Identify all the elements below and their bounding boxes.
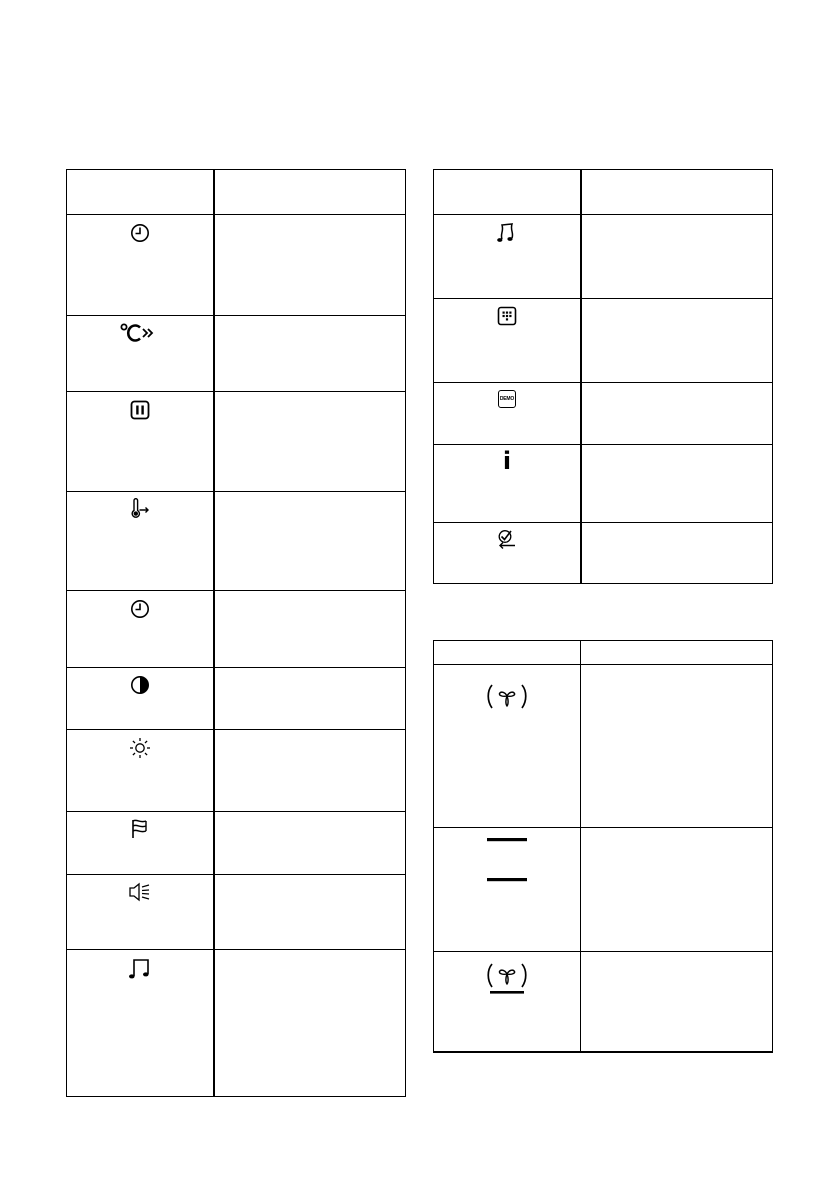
table-row bbox=[434, 951, 772, 1053]
table-row bbox=[434, 664, 772, 828]
table-row bbox=[434, 214, 772, 299]
table-row bbox=[67, 315, 405, 392]
table-row bbox=[434, 827, 772, 952]
table-row bbox=[434, 522, 772, 584]
table-row bbox=[67, 729, 405, 812]
thermometer-arrow-icon bbox=[128, 498, 152, 520]
reset-check-icon bbox=[496, 529, 518, 551]
brightness-icon bbox=[129, 737, 151, 759]
table-row bbox=[67, 391, 405, 492]
table-row bbox=[67, 590, 405, 668]
table-row bbox=[434, 382, 772, 445]
left-symbol-table bbox=[66, 169, 406, 1097]
clock-icon bbox=[130, 223, 150, 243]
table-row bbox=[434, 444, 772, 523]
celsius-fast-icon bbox=[120, 322, 160, 344]
melody-icon bbox=[494, 222, 520, 244]
flag-icon bbox=[130, 818, 150, 840]
fan-icon bbox=[486, 683, 528, 711]
speaker-icon bbox=[128, 882, 152, 902]
contrast-icon bbox=[130, 675, 150, 695]
fan-underline-icon bbox=[484, 962, 530, 996]
table-row bbox=[67, 949, 405, 1097]
table-row bbox=[67, 874, 405, 950]
keypad-icon bbox=[497, 306, 517, 326]
info-icon: i bbox=[502, 447, 512, 475]
music-note-icon bbox=[128, 958, 152, 980]
right-symbol-table-top bbox=[433, 169, 773, 584]
table-row bbox=[67, 214, 405, 316]
table-row bbox=[67, 491, 405, 591]
table-header-row bbox=[67, 170, 405, 214]
demo-icon bbox=[498, 390, 516, 408]
demo-icon-label: DEMO bbox=[499, 395, 515, 402]
right-symbol-table-bottom bbox=[433, 640, 773, 1053]
table-row bbox=[67, 811, 405, 875]
table-row bbox=[434, 298, 772, 383]
table-header-row bbox=[434, 641, 772, 664]
table-header-row bbox=[434, 170, 772, 214]
clock-icon bbox=[130, 599, 150, 619]
table-row bbox=[67, 667, 405, 730]
pause-icon bbox=[130, 400, 150, 420]
double-bar-icon bbox=[486, 836, 528, 886]
